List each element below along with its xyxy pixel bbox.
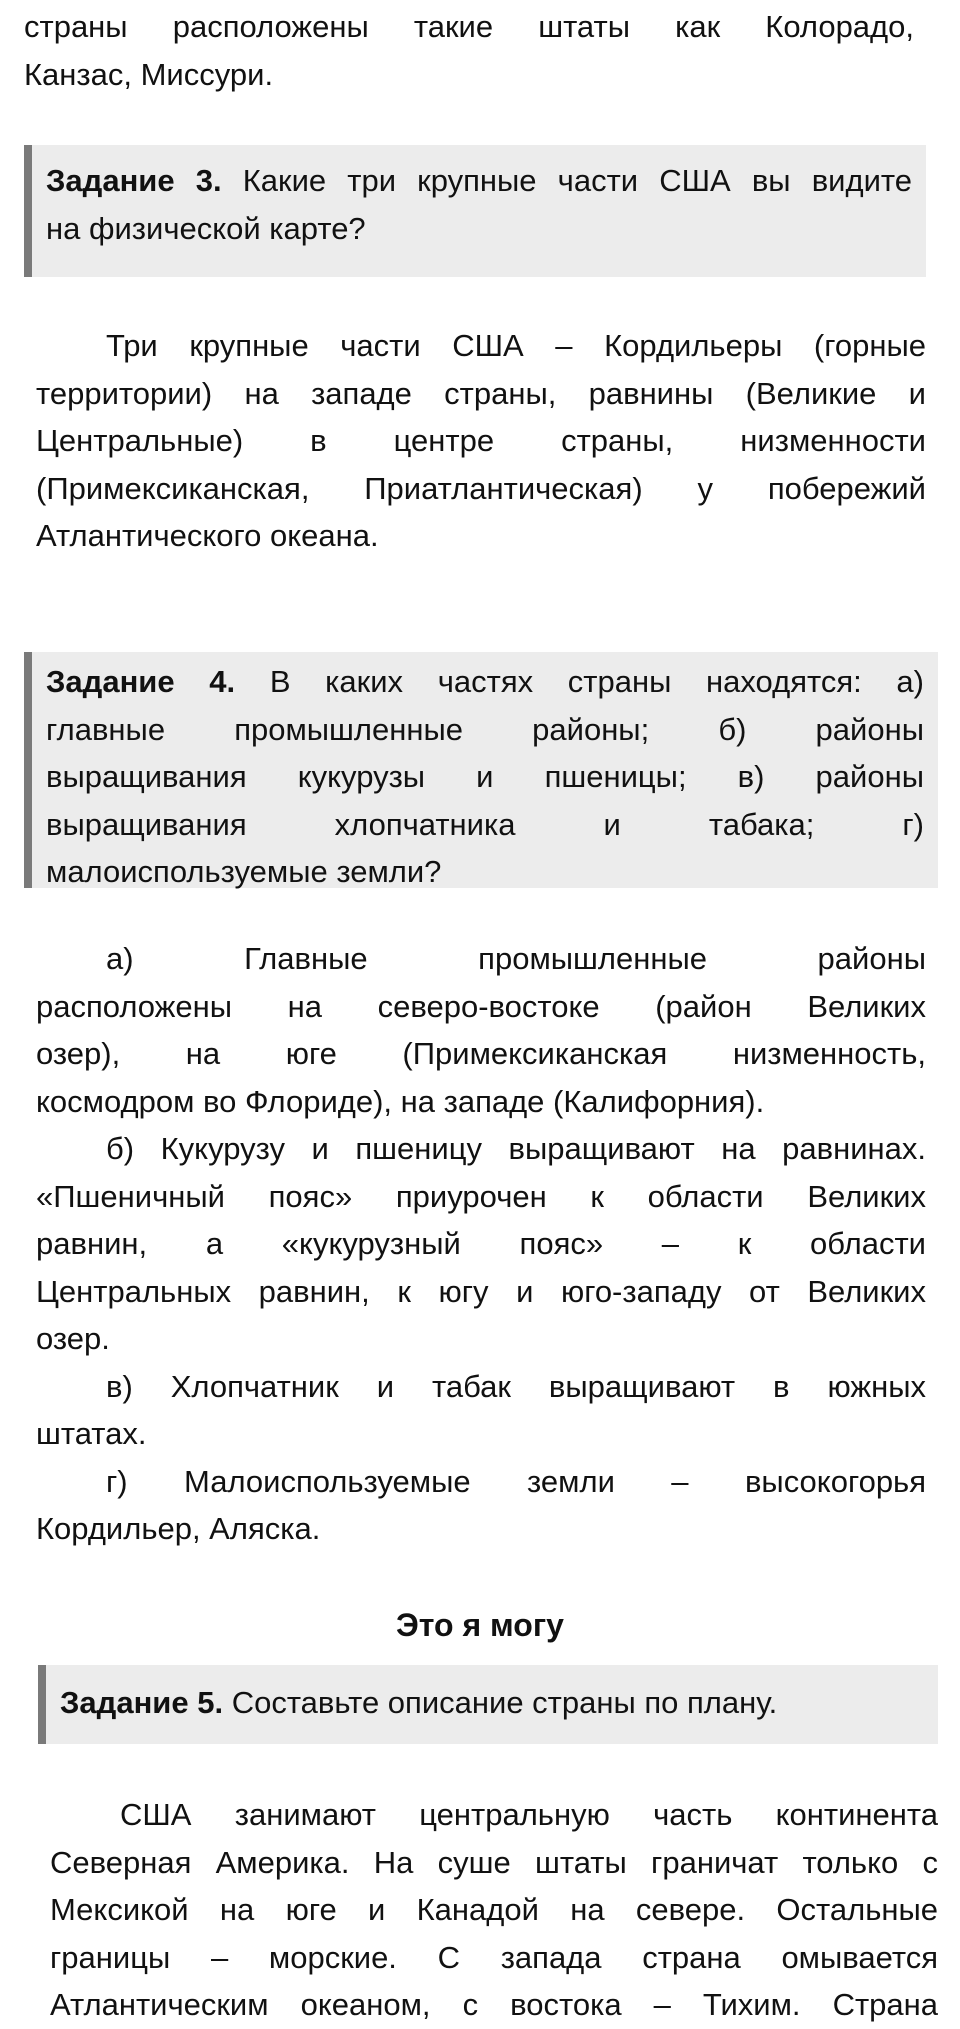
task-4-question-line: малоиспользуемые земли? xyxy=(46,854,442,889)
text-line: (Примексиканская, Приатлантическая) у побережий xyxy=(36,470,926,506)
answer-4b-line: б) Кукурузу и пшеницу выращивают на равнинах. xyxy=(106,1131,926,1166)
answer-4b-line: равнин, а «кукурузный пояс» – к области xyxy=(36,1226,926,1261)
answer-4a-line: а) Главные промышленные районы xyxy=(106,941,926,976)
section-heading: Это я могу xyxy=(396,1607,564,1643)
answer-4d-line: Кордильер, Аляска. xyxy=(36,1511,321,1546)
answer-4a-line: космодром во Флориде), на западе (Калифорния). xyxy=(36,1083,765,1119)
answer-4c-line: штатах. xyxy=(36,1416,147,1451)
text-line: Три крупные части США – Кордильеры (горные xyxy=(106,328,926,363)
text-line: Северная Америка. На суше штаты граничат только с xyxy=(50,1844,938,1880)
text-line: Центральные) в центре страны, низменности xyxy=(36,423,926,458)
answer-4a-line: расположены на северо-востоке (район Великих xyxy=(36,988,926,1024)
text-line: Атлантического океана. xyxy=(36,518,379,553)
text-line: Канзас, Миссури. xyxy=(24,56,274,92)
answer-4a-line: озер), на юге (Примексиканская низменность, xyxy=(36,1036,926,1071)
answer-4c-line: в) Хлопчатник и табак выращивают в южных xyxy=(106,1368,926,1404)
task-5-question-text: Составьте описание страны по плану. xyxy=(223,1685,778,1720)
task-4-question-text: В каких частях страны находятся: а) xyxy=(235,664,924,699)
text-line: Мексикой на юге и Канадой на севере. Остальные xyxy=(50,1892,938,1927)
task-5-question-line xyxy=(60,1679,924,1727)
answer-5-paragraph xyxy=(50,1791,938,2029)
answer-3-paragraph xyxy=(36,322,926,560)
task-4-question-line: выращивания кукурузы и пшеницы; в) районы xyxy=(46,759,924,794)
task-4-question-line: главные промышленные районы; б) районы xyxy=(46,711,924,747)
text-line: Атлантическим океаном, с востока – Тихим. Страна xyxy=(50,1987,938,2022)
task-4-question-line xyxy=(46,658,924,706)
answer-4d-line: г) Малоиспользуемые земли – высокогорья xyxy=(106,1463,926,1499)
task-4-box xyxy=(24,652,938,888)
text-line: США занимают центральную часть континента xyxy=(120,1797,938,1832)
answer-4b-line: Центральных равнин, к югу и юго-западу от Великих xyxy=(36,1273,926,1309)
task-3-question-line xyxy=(46,157,912,205)
task-3-label: Задание 3. xyxy=(46,163,222,198)
task-4-label: Задание 4. xyxy=(46,664,236,699)
text-line: страны расположены такие штаты как Колорадо, xyxy=(24,9,914,44)
intro-paragraph xyxy=(24,3,914,98)
task-5-box xyxy=(38,1665,938,1744)
task-4-question-line: выращивания хлопчатника и табака; г) xyxy=(46,806,924,842)
task-5-label: Задание 5. xyxy=(60,1685,224,1720)
answer-4-paragraph xyxy=(36,935,926,1553)
answer-4b-line: озер. xyxy=(36,1321,110,1356)
task-3-box xyxy=(24,145,926,277)
text-line: территории) на западе страны, равнины (Великие и xyxy=(36,375,926,411)
task-3-question-text: Какие три крупные части США вы видите xyxy=(221,163,912,198)
task-3-question-line: на физической карте? xyxy=(46,210,366,246)
answer-4b-line: «Пшеничный пояс» приурочен к области Великих xyxy=(36,1178,926,1214)
text-line: границы – морские. С запада страна омывается xyxy=(50,1939,938,1975)
